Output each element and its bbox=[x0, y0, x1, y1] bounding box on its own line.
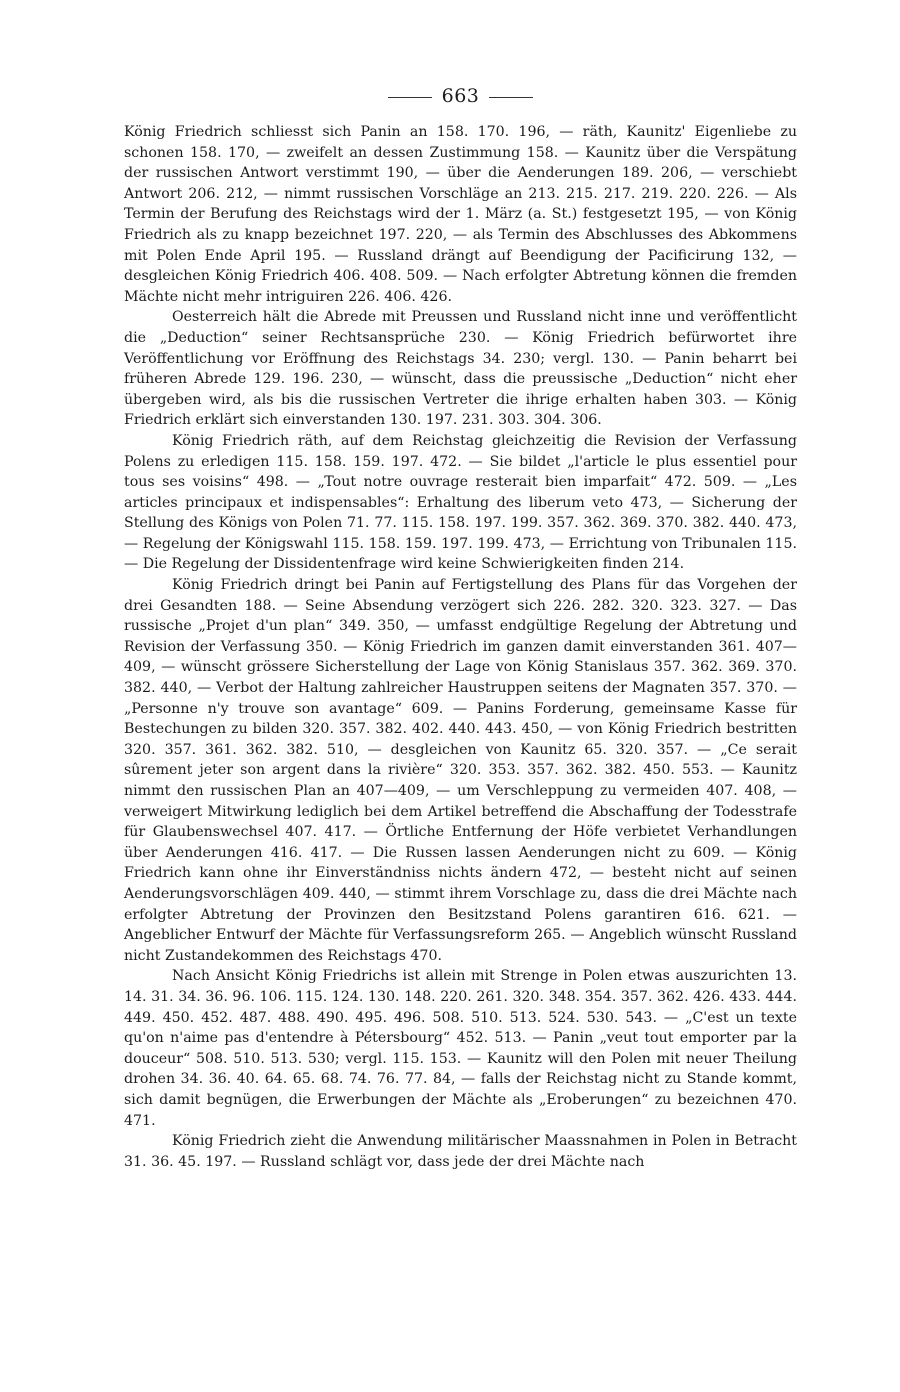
index-paragraph: König Friedrich dringt bei Panin auf Fertigstellung des Plans für das Vorgehen der drei Gesandten 188. — Seine Absendung verzögert sich 226. 282. 320. 323. 327. — Das russische „Projet d'un plan“ 349. 350, — umfasst endgültige Regelung der Abtretung und Revision der Verfassung 350. — König Friedrich im ganzen damit einverstanden 361. 407—409, — wünscht grössere Sicherstellung der Lage von König Stanislaus 357. 362. 369. 370. 382. 440, — Verbot der Haltung zahlreicher Haustruppen seitens der Magnaten 357. 370. — „Personne n'y trouve son avantage“ 609. — Panins Forderung, gemeinsame Kasse für Bestechungen zu bilden 320. 357. 382. 402. 440. 443. 450, — von König Friedrich bestritten 320. 357. 361. 362. 382. 510, — desgleichen von Kaunitz 65. 320. 357. — „Ce serait sûrement jeter son argent dans la rivière“ 320. 353. 357. 362. 382. 450. 553. — Kaunitz nimmt den russischen Plan an 407—409, — um Verschleppung zu vermeiden 407. 408, — verweigert Mitwirkung lediglich bei dem Artikel betreffend die Abschaffung der Todesstrafe für Glaubenswechsel 407. 417. — Örtliche Entfernung der Höfe verbietet Verhandlungen über Aenderungen 416. 417. — Die Russen lassen Aenderungen nicht zu 609. — König Friedrich kann ohne ihr Einverständniss nichts ändern 472, — besteht nicht auf seinen Aenderungsvorschlägen 409. 440, — stimmt ihrem Vorschlage zu, dass die drei Mächte nach erfolgter Abtretung der Provinzen den Besitzstand Polens garantiren 616. 621. — Angeblicher Entwurf der Mächte für Verfassungsreform 265. — Angeblich wünscht Russland nicht Zustandekommen des Reichstags 470. bbox=[124, 577, 797, 964]
index-paragraph: König Friedrich schliesst sich Panin an 158. 170. 196, — räth, Kaunitz' Eigenliebe zu schonen 158. 170, — zweifelt an dessen Zustimmung 158. — Kaunitz über die Verspätung der russischen Antwort verstimmt 190, — über die Aenderungen 189. 206, — verschiebt Antwort 206. 212, — nimmt russischen Vorschläge an 213. 215. 217. 219. 220. 226. — Als Termin der Berufung des Reichstags wird der 1. März (a. St.) festgesetzt 195, — von König Friedrich als zu knapp bezeichnet 197. 220, — als Termin des Abschlusses des Abkommens mit Polen Ende April 195. — Russland drängt auf Beendigung der Pacificirung 132, — desgleichen König Friedrich 406. 408. 509. — Nach erfolgter Abtretung können die fremden Mächte nicht mehr intriguiren 226. 406. 426. bbox=[124, 124, 797, 305]
index-paragraph: Oesterreich hält die Abrede mit Preussen und Russland nicht inne und veröffentlicht die „Deduction“ seiner Rechtsansprüche 230. — König Friedrich befürwortet ihre Veröffentlichung vor Eröffnung des Reichstags 34. 230; vergl. 130. — Panin beharrt bei früheren Abrede 129. 196. 230, — wünscht, dass die preussische „Deduction“ nicht eher übergeben wird, als bis die russischen Vertreter die ihrige erhalten haben 303. — König Friedrich erklärt sich einverstanden 130. 197. 231. 303. 304. 306. bbox=[124, 309, 797, 429]
index-paragraph: König Friedrich zieht die Anwendung militärischer Maassnahmen in Polen in Betracht 31. 36. 45. 197. — Russland schlägt vor, dass jede der drei Mächte nach bbox=[124, 1133, 797, 1170]
index-paragraph: König Friedrich räth, auf dem Reichstag gleichzeitig die Revision der Verfassung Polens zu erledigen 115. 158. 159. 197. 472. — Sie bildet „l'article le plus essentiel pour tous ses voisins“ 498. — „Tout notre ouvrage resterait bien imparfait“ 472. 509. — „Les articles principaux et indispensables“: Erhaltung des liberum veto 473, — Sicherung der Stellung des Königs von Polen 71. 77. 115. 158. 197. 199. 357. 362. 369. 370. 382. 440. 473, — Regelung der Königswahl 115. 158. 159. 197. 199. 473, — Errichtung von Tribunalen 115. — Die Regelung der Dissidentenfrage wird keine Schwierigkeiten finden 214. bbox=[124, 432, 797, 573]
document-page bbox=[124, 84, 797, 1172]
page-header bbox=[124, 84, 797, 122]
index-paragraph: Nach Ansicht König Friedrichs ist allein mit Strenge in Polen etwas auszurichten 13. 14. 31. 34. 36. 96. 106. 115. 124. 130. 148. 220. 261. 320. 348. 354. 357. 362. 426. 433. 444. 449. 450. 452. 487. 488. 490. 495. 496. 508. 510. 513. 524. 530. 543. — „C'est un texte qu'on n'aime pas d'entendre à Pétersbourg“ 452. 513. — Panin „veut tout emporter par la douceur“ 508. 510. 513. 530; vergl. 115. 153. — Kaunitz will den Polen mit neuer Theilung drohen 34. 36. 40. 64. 65. 68. 74. 76. 77. 84, — falls der Reichstag nicht zu Stande kommt, sich damit begnügen, die Erwerbungen der Mächte als „Eroberungen“ zu bezeichnen 470. 471. bbox=[124, 968, 797, 1129]
page-number: 663 bbox=[441, 85, 480, 107]
header-rule-left bbox=[388, 97, 432, 98]
header-rule-right bbox=[489, 97, 533, 98]
